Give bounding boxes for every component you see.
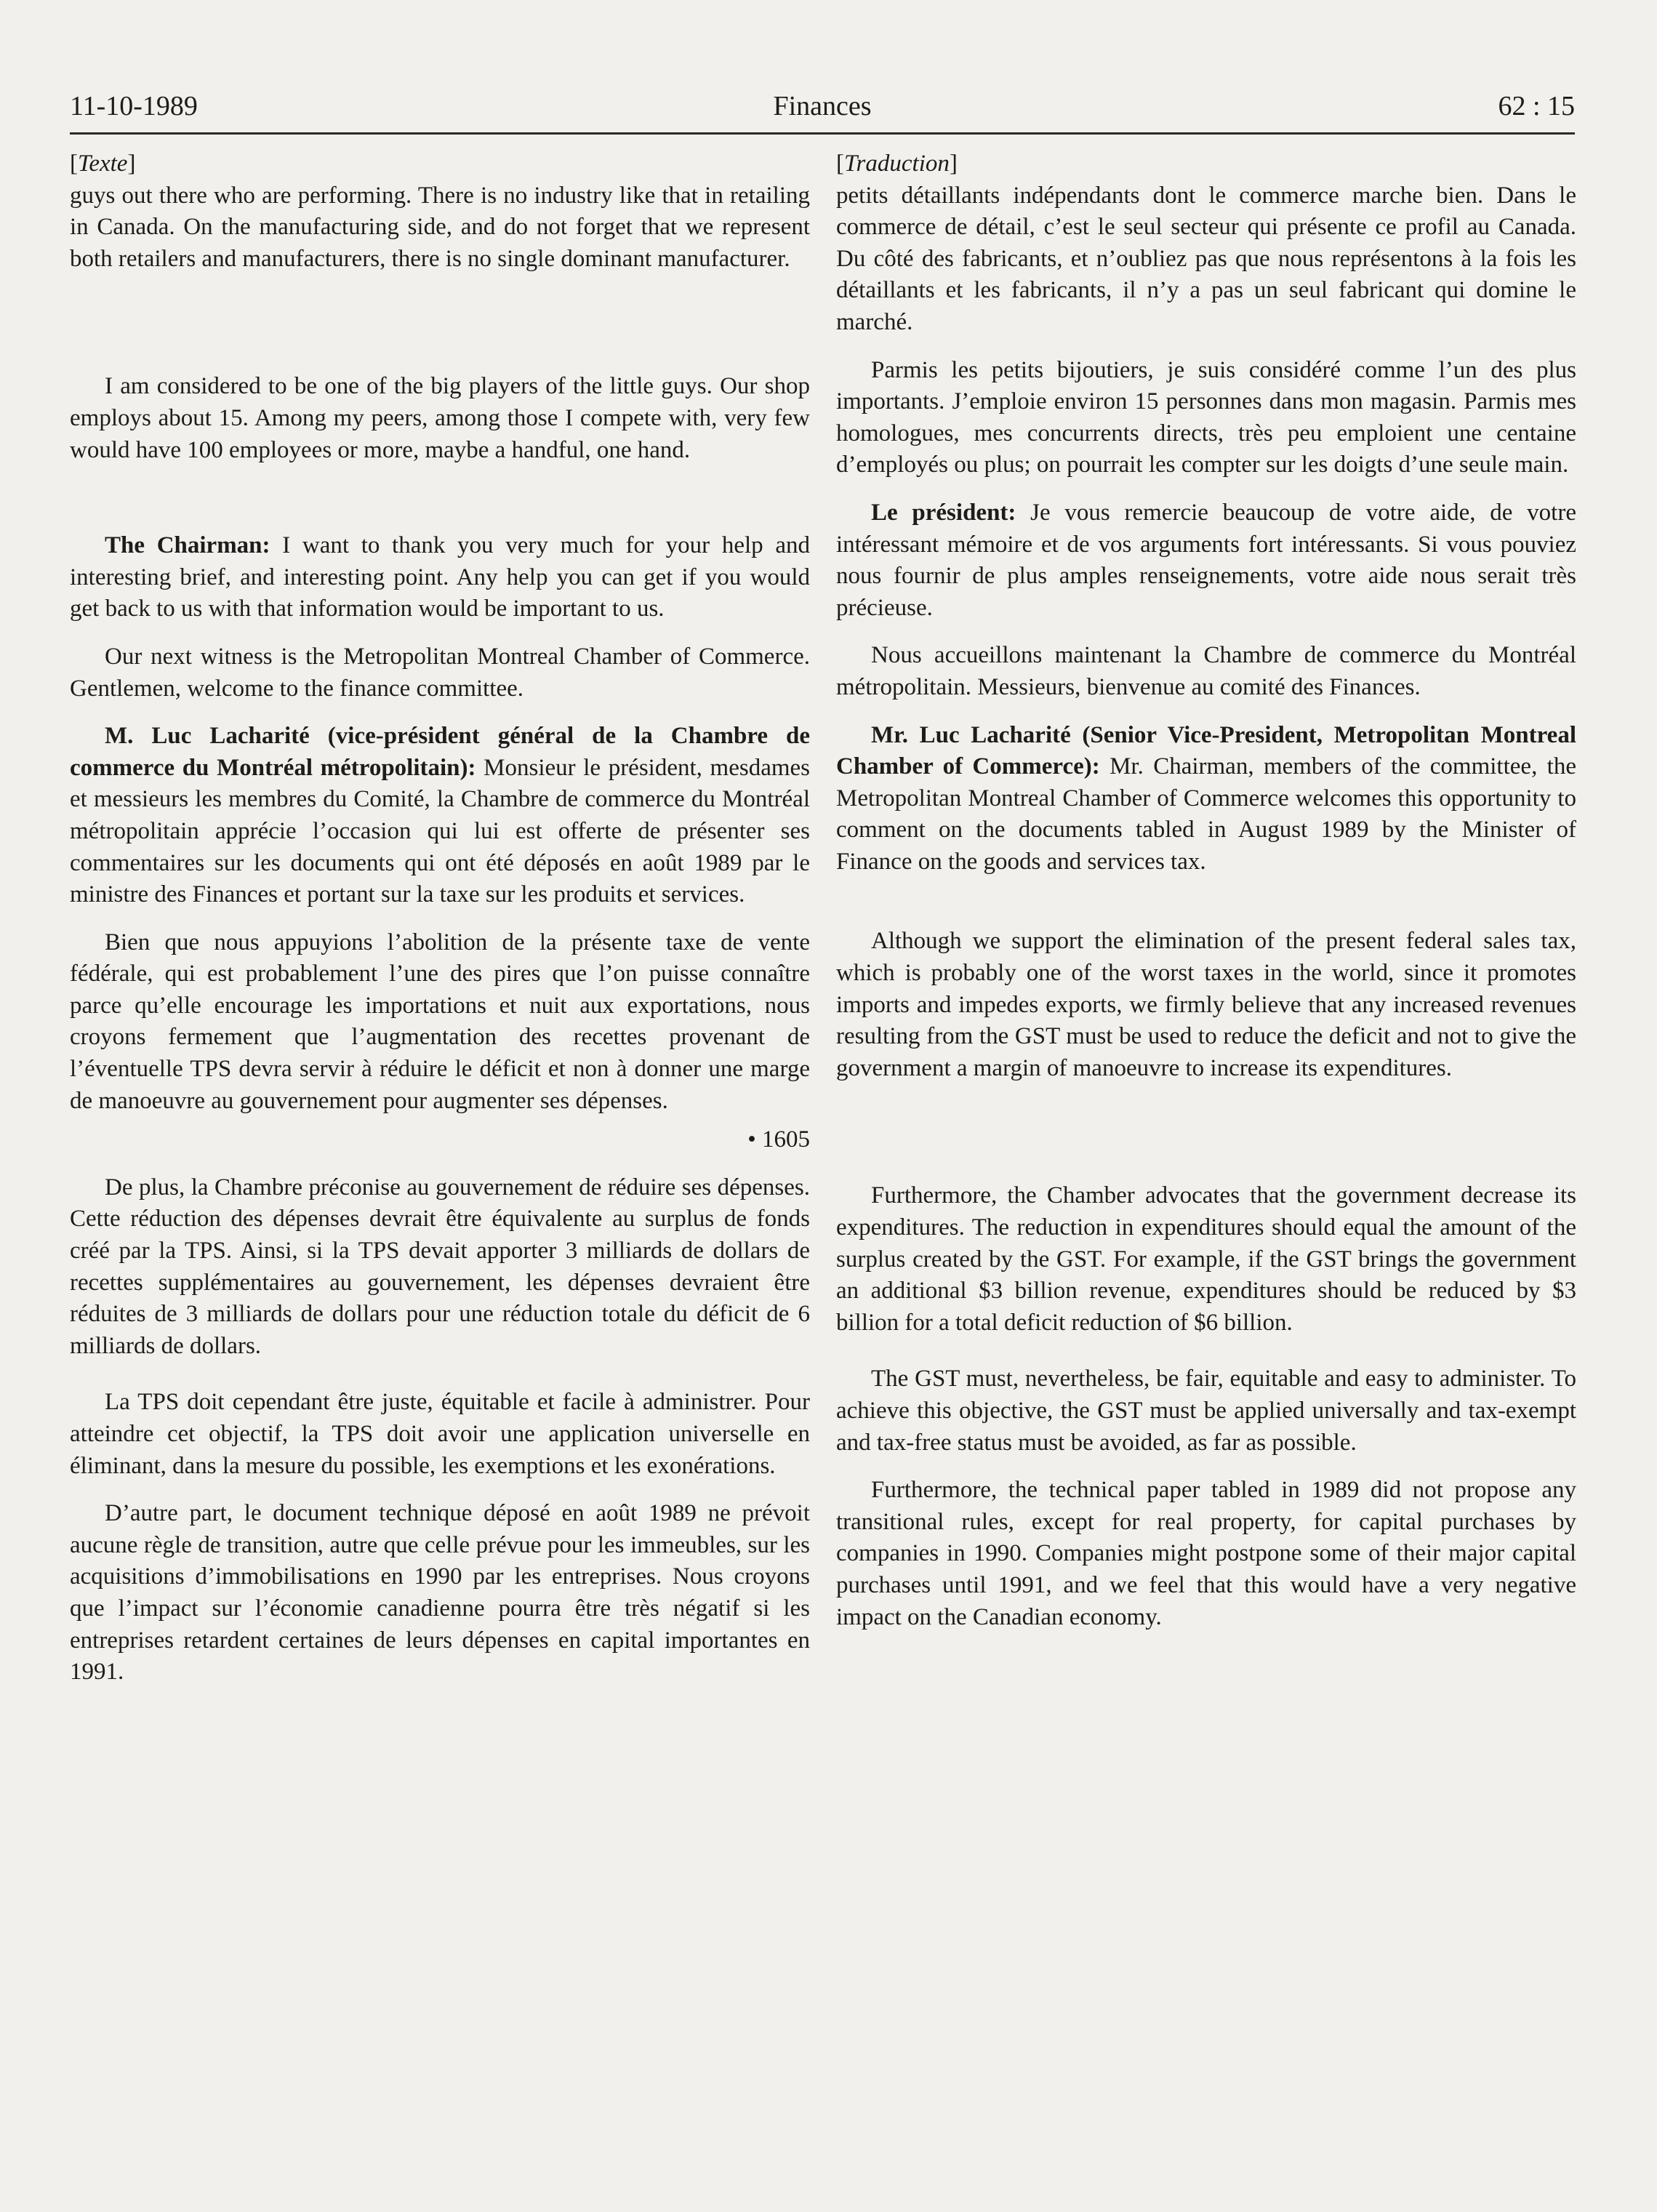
- paragraph: Furthermore, the Chamber advocates that the government decrease its expenditures. The reduction in expenditures should equal the amount of the surplus created by the GST. For example, if the GST brings the government an additional $3 billion revenue, expenditures should be reduced by $3 billion for a total deficit reduction of $6 billion.: [836, 1182, 1576, 1336]
- paragraph: I am considered to be one of the big players of the little guys. Our shop employs about 15. Among my peers, among those I compete with, very few would have 100 employees or more, maybe a handful, one hand.: [70, 373, 810, 463]
- paragraph: guys out there who are performing. There is no industry like that in retailing in Canada. On the manufacturing side, and do not forget that we represent both retailers and manufacturers, there is no single dominant manufacturer.: [70, 182, 810, 272]
- speaker-name: The Chairman:: [105, 532, 270, 559]
- left-column: [70, 148, 810, 1704]
- column-label-texte: [ Texte ]: [70, 148, 810, 180]
- paragraph: La TPS doit cependant être juste, équitable et facile à administrer. Pour atteindre cet objectif, la TPS doit avoir une application universelle en éliminant, dans la mesure du possible, les exemptions et les exonérations.: [70, 1389, 810, 1479]
- paragraph: D’autre part, le document technique déposé en août 1989 ne prévoit aucune règle de transition, autre que celle prévue pour les immeubles, sur les acquisitions d’immobilisations en 1990 par les entreprises. Nous croyons que l’impact sur l’économie canadienne pourra être très négatif si les entreprises retardent certaines de leurs dépenses en capital importantes en 1991.: [70, 1500, 810, 1686]
- paragraph: Parmis les petits bijoutiers, je suis considéré comme l’un des plus importants. J’emploie environ 15 personnes dans mon magasin. Parmis mes homologues, mes concurrents directs, très peu emploient une centaine d’employés ou plus; on pourrait les compter sur les doigts d’une seule main.: [836, 356, 1576, 478]
- paragraph: Our next witness is the Metropolitan Montreal Chamber of Commerce. Gentlemen, welcome to the finance committee.: [70, 643, 810, 702]
- speaker-text: Monsieur le président, mesdames et messieurs les membres du Comité, la Chambre de commerce du Montréal métropolitain apprécie l’occasion qui lui est offerte de présenter ses commentaires sur les documents qui ont été déposés en août 1989 par le ministre des Finances et portant sur la taxe sur les produits et services.: [70, 754, 810, 908]
- right-column: [836, 148, 1576, 1649]
- paragraph: Nous accueillons maintenant la Chambre de commerce du Montréal métropolitain. Messieurs, bienvenue au comité des Finances.: [836, 642, 1576, 700]
- paragraph: petits détaillants indépendants dont le commerce marche bien. Dans le commerce de détail, c’est le seul secteur qui présente ce profil au Canada. Du côté des fabricants, et n’oubliez pas que nous représentons à la fois les détaillants et les fabricants, il n’y a pas un seul fabricant qui domine le marché.: [836, 182, 1576, 335]
- column-label-traduction: [ Traduction ]: [836, 148, 1576, 180]
- header-date: 11-10-1989: [70, 91, 198, 121]
- speaker-paragraph: [70, 721, 810, 911]
- paragraph: De plus, la Chambre préconise au gouvernement de réduire ses dépenses. Cette réduction des dépenses devrait être équivalente au surplus de fonds créé par la TPS. Ainsi, si la TPS devait apporter 3 milliards de dollars de recettes supplémentaires au gouvernement, les dépenses devraient être réduites de 3 milliards de dollars pour une réduction totale du déficit de 6 milliards de dollars.: [70, 1174, 810, 1359]
- paragraph: Furthermore, the technical paper tabled in 1989 did not propose any transitional rules, except for real property, for capital purchases by companies in 1990. Companies might postpone some of their major capital purchases until 1991, and we feel that this would have a very negative impact on the Canadian economy.: [836, 1477, 1576, 1630]
- paragraph: The GST must, nevertheless, be fair, equitable and easy to administer. To achieve this objective, the GST must be applied universally and tax-exempt and tax-free status must be avoided, as far as possible.: [836, 1366, 1576, 1456]
- speaker-paragraph: [70, 530, 810, 625]
- speaker-text: Mr. Chairman, members of the committee, the Metropolitan Montreal Chamber of Commerce welcomes this opportunity to comment on the documents tabled in August 1989 by the Minister of Finance on the goods and services tax.: [836, 753, 1576, 875]
- time-marker: • 1605: [747, 1126, 810, 1153]
- speaker-name: M. Luc Lacharité (vice-président général de la Chambre de commerce du Montréal métropolitain):: [70, 723, 810, 781]
- speaker-name: Le président:: [871, 499, 1016, 526]
- speaker-paragraph: [836, 720, 1576, 878]
- speaker-text: Je vous remercie beaucoup de votre aide, de votre intéressant mémoire et de vos arguments fort intéressants. Si vous pouviez nous fournir de plus amples renseignements, votre aide nous serait très précieuse.: [836, 499, 1576, 621]
- header-title: Finances: [773, 91, 872, 121]
- paragraph: Although we support the elimination of the present federal sales tax, which is probably one of the worst taxes in the world, since it promotes imports and impedes exports, we firmly believe that any increased revenues resulting from the GST must be used to reduce the deficit and not to give the government a margin of manoeuvre to increase its expenditures.: [836, 928, 1576, 1081]
- paragraph: Bien que nous appuyions l’abolition de la présente taxe de vente fédérale, qui est probablement l’une des pires que l’on puisse connaître parce qu’elle encourage les importations et nuit aux exportations, nous croyons fermement que l’augmentation des recettes provenant de l’éventuelle TPS devra servir à réduire le déficit et non à donner une marge de manoeuvre au gouvernement pour augmenter ses dépenses.: [70, 929, 810, 1114]
- speaker-name: Mr. Luc Lacharité (Senior Vice-President, Metropolitan Montreal Chamber of Commerce):: [836, 721, 1576, 780]
- page-header: [70, 87, 1575, 135]
- speaker-paragraph: [836, 497, 1576, 624]
- header-page-number: 62 : 15: [1498, 91, 1575, 121]
- speaker-text: I want to thank you very much for your help and interesting brief, and interesting point. Any help you can get if you would get back to us with that information would be important to us.: [70, 532, 810, 622]
